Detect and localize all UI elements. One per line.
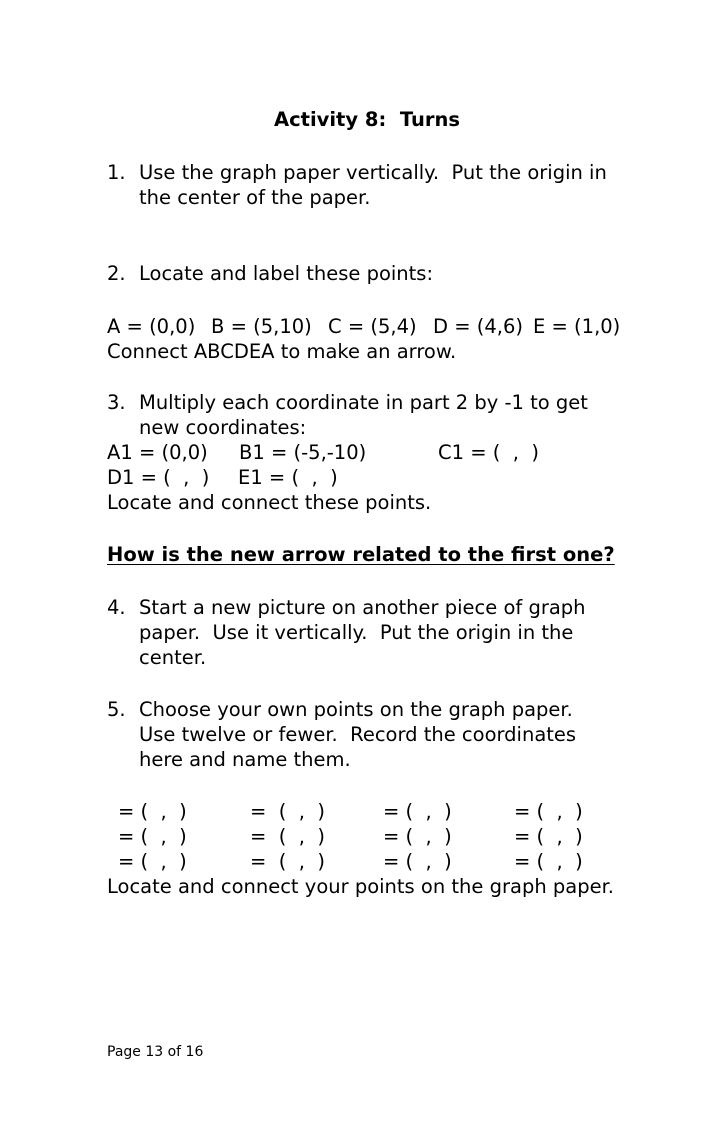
blank-coordinate: = ( , ) bbox=[118, 850, 187, 873]
item-2-number: 2. bbox=[107, 262, 126, 285]
point-b: B = (5,10) bbox=[211, 315, 312, 338]
question-heading: How is the new arrow related to the first one? bbox=[107, 543, 615, 566]
item-4-line-2: paper. Use it vertically. Put the origin in the bbox=[139, 621, 574, 644]
item-5-number: 5. bbox=[107, 698, 126, 721]
point-a: A = (0,0) bbox=[107, 315, 196, 338]
item-1-line-1: Use the graph paper vertically. Put the origin in bbox=[139, 161, 607, 184]
blank-coordinate: = ( , ) bbox=[514, 825, 583, 848]
blank-coordinate: = ( , ) bbox=[118, 800, 187, 823]
blank-coordinate: = ( , ) bbox=[250, 825, 325, 848]
page-number-footer: Page 13 of 16 bbox=[107, 1044, 204, 1060]
item-3-line-2: new coordinates: bbox=[139, 416, 307, 439]
page-title: Activity 8: Turns bbox=[274, 108, 460, 131]
item-3-connect: Locate and connect these points. bbox=[107, 491, 432, 514]
blank-coordinate: = ( , ) bbox=[383, 850, 452, 873]
blank-coordinate: = ( , ) bbox=[514, 850, 583, 873]
item-1-line-2: the center of the paper. bbox=[139, 186, 371, 209]
item-5-line-3: here and name them. bbox=[139, 748, 351, 771]
item-3-number: 3. bbox=[107, 391, 126, 414]
item-5-line-2: Use twelve or fewer. Record the coordinates bbox=[139, 723, 577, 746]
item-5-connect: Locate and connect your points on the graph paper. bbox=[107, 875, 615, 898]
item-4-number: 4. bbox=[107, 596, 126, 619]
blank-coordinate: = ( , ) bbox=[383, 800, 452, 823]
point-b1: B1 = (-5,-10) bbox=[239, 441, 367, 464]
item-4-line-3: center. bbox=[139, 646, 207, 669]
item-3-line-1: Multiply each coordinate in part 2 by -1 to get bbox=[139, 391, 588, 414]
point-d: D = (4,6) bbox=[433, 315, 523, 338]
blank-coordinate: = ( , ) bbox=[118, 825, 187, 848]
item-5-line-1: Choose your own points on the graph paper. bbox=[139, 698, 573, 721]
blank-coordinate: = ( , ) bbox=[514, 800, 583, 823]
item-2-line-1: Locate and label these points: bbox=[139, 262, 434, 285]
blank-coordinate: = ( , ) bbox=[383, 825, 452, 848]
item-2-connect: Connect ABCDEA to make an arrow. bbox=[107, 340, 457, 363]
item-4-line-1: Start a new picture on another piece of graph bbox=[139, 596, 586, 619]
point-d1: D1 = ( , ) bbox=[107, 466, 210, 489]
item-1-number: 1. bbox=[107, 161, 126, 184]
point-c1: C1 = ( , ) bbox=[438, 441, 539, 464]
point-c: C = (5,4) bbox=[328, 315, 417, 338]
blank-coordinate: = ( , ) bbox=[250, 800, 325, 823]
point-e1: E1 = ( , ) bbox=[238, 466, 338, 489]
point-a1: A1 = (0,0) bbox=[107, 441, 208, 464]
blank-coordinate: = ( , ) bbox=[250, 850, 325, 873]
point-e: E = (1,0) bbox=[533, 315, 621, 338]
